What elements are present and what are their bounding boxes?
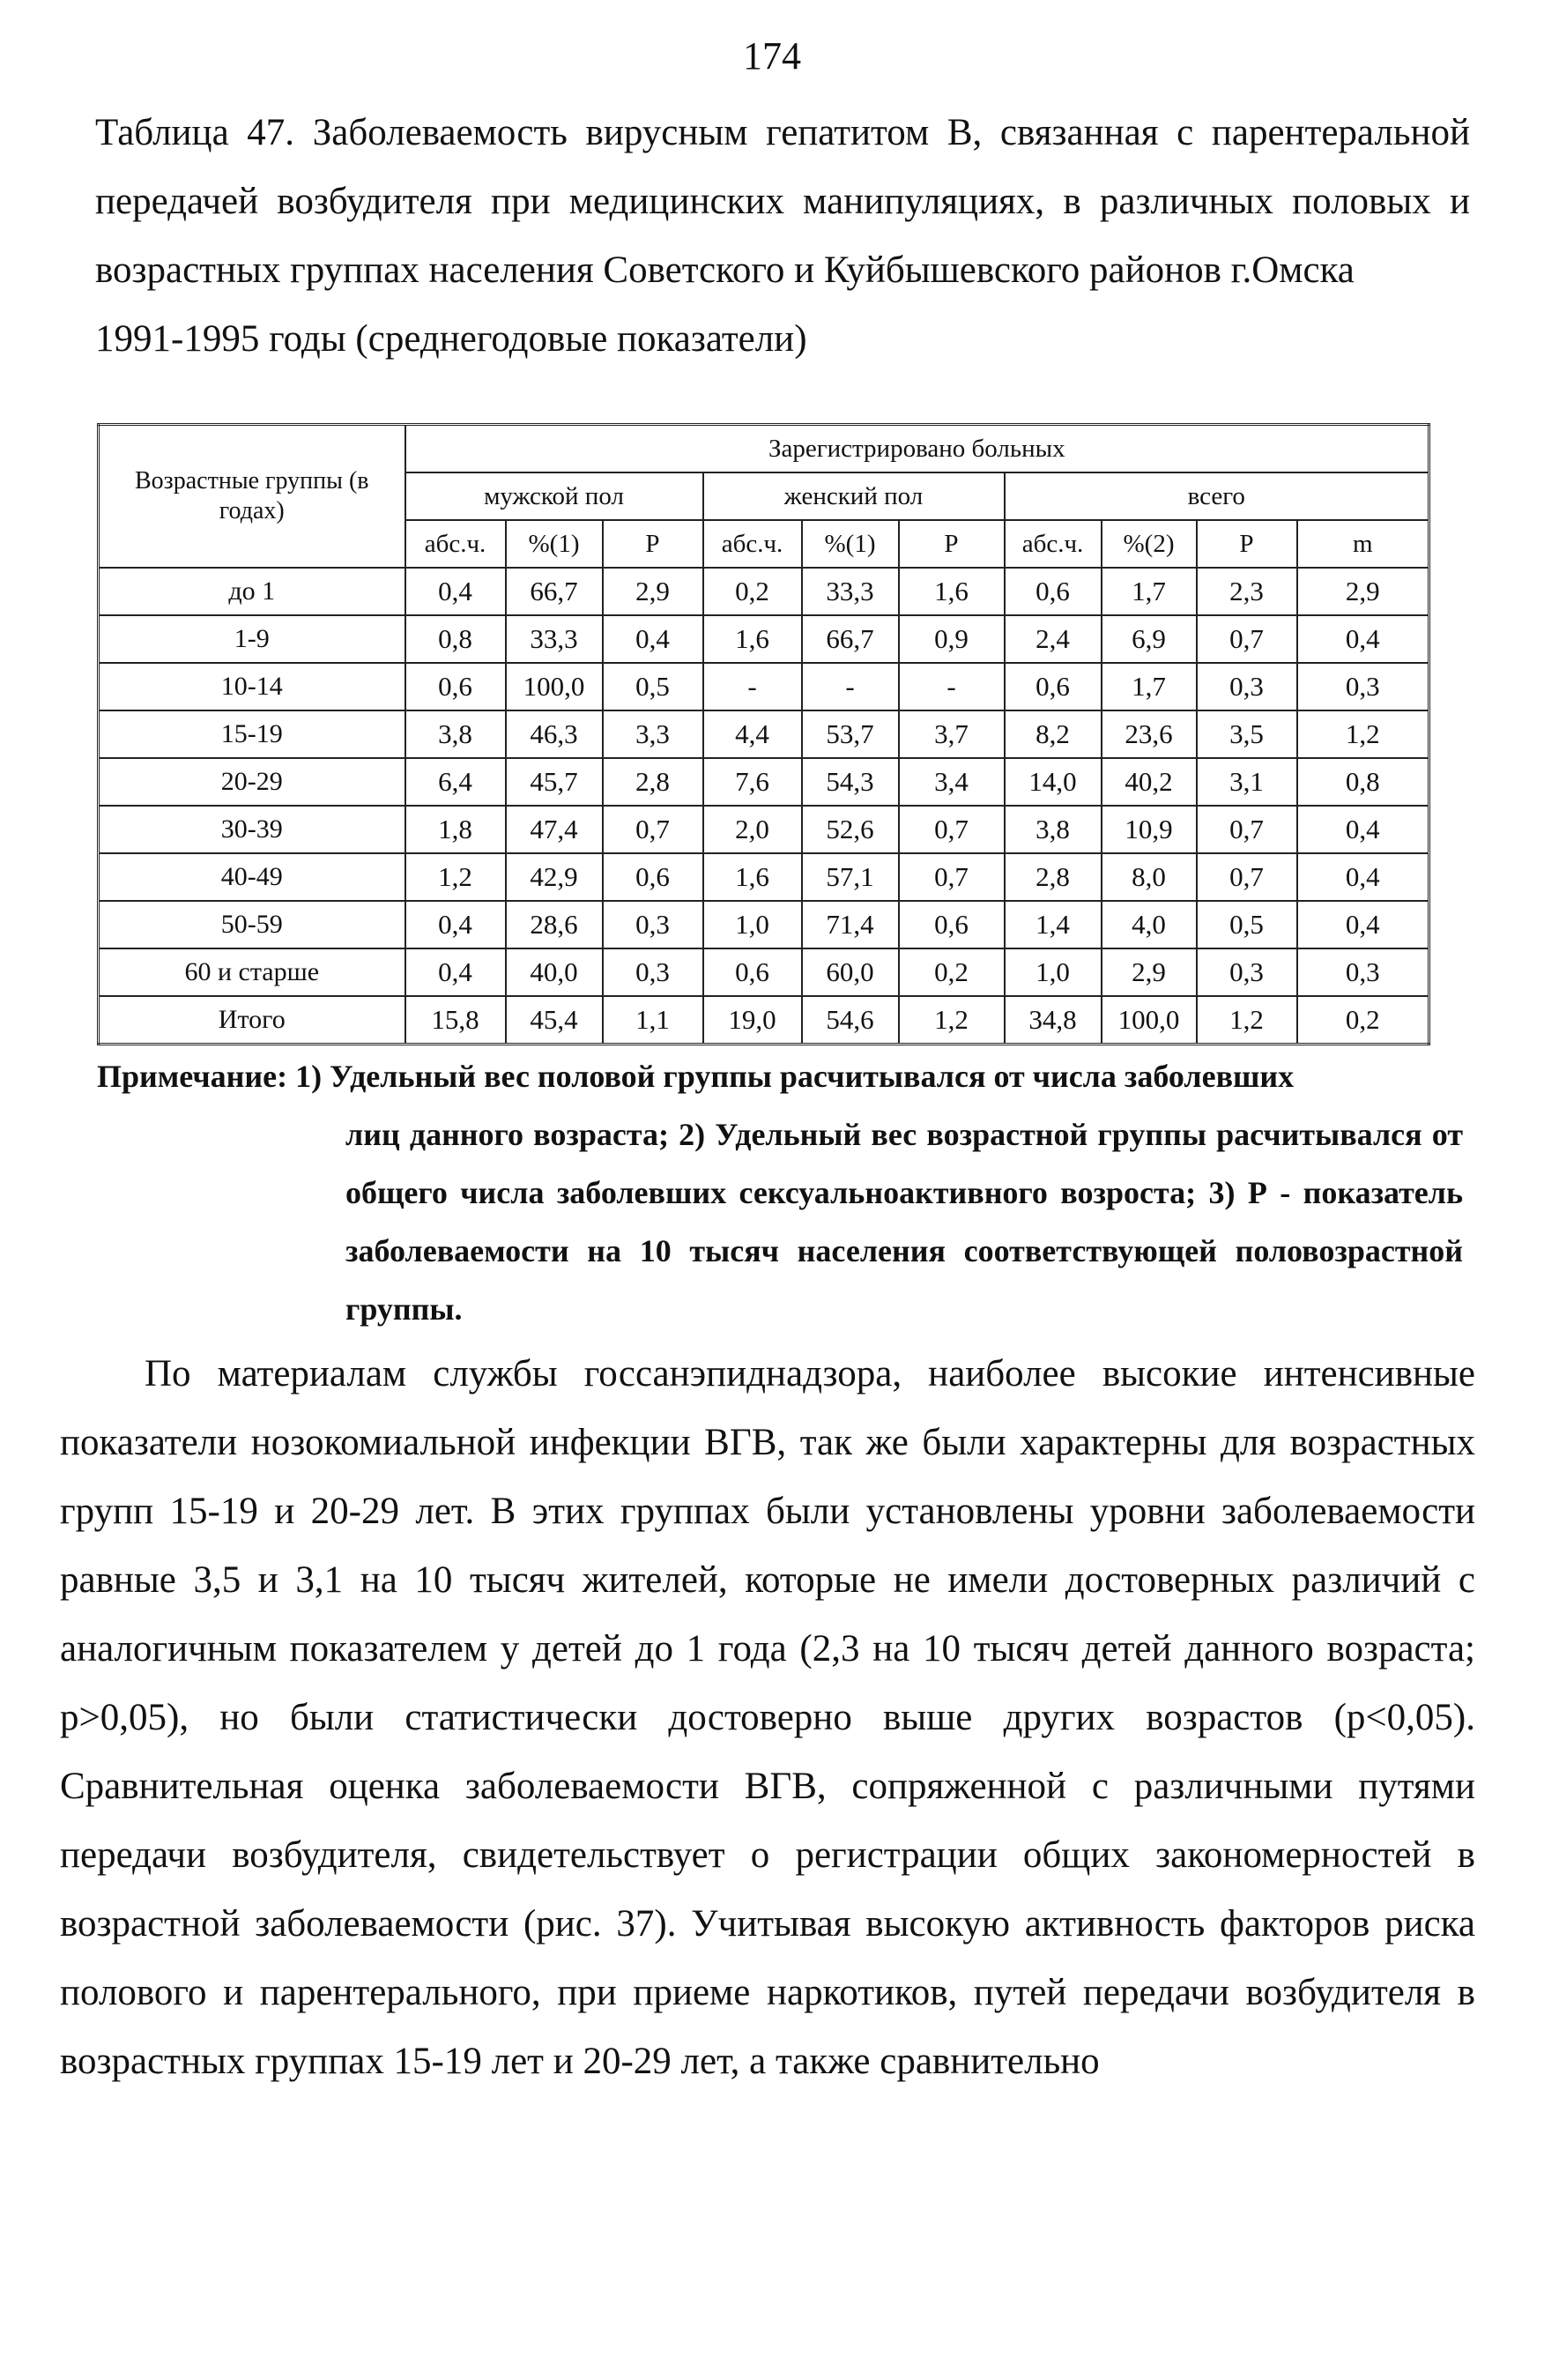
table-cell: 1,2: [899, 996, 1005, 1045]
table-cell: 3,4: [899, 758, 1005, 806]
table-cell: 0,3: [1297, 948, 1429, 996]
table-cell: 2,8: [603, 758, 703, 806]
table-row: [99, 806, 1429, 853]
table-cell: 3,5: [1197, 710, 1297, 758]
table-cell: 0,6: [1005, 568, 1102, 615]
sub-header-cell: P: [1197, 520, 1297, 568]
table-cell: 1,0: [1005, 948, 1102, 996]
table-cell: 40,0: [506, 948, 603, 996]
table-cell: 4,4: [703, 710, 802, 758]
table-cell: 0,8: [405, 615, 506, 663]
sub-header-cell: абс.ч.: [405, 520, 506, 568]
table-row: [99, 663, 1429, 710]
table-cell: 0,5: [1197, 901, 1297, 948]
table-cell: 0,7: [603, 806, 703, 853]
table-cell: 2,8: [1005, 853, 1102, 901]
table-cell: 7,6: [703, 758, 802, 806]
table-cell: 15,8: [405, 996, 506, 1045]
table-cell: 0,6: [405, 663, 506, 710]
table-cell: 33,3: [506, 615, 603, 663]
statistics-table-container: [97, 423, 1428, 1045]
age-group-cell: 20-29: [99, 758, 405, 806]
table-cell: 10,9: [1102, 806, 1197, 853]
sub-header-cell: m: [1297, 520, 1429, 568]
age-group-cell: Итого: [99, 996, 405, 1045]
table-caption: [95, 99, 1470, 374]
table-row: [99, 996, 1429, 1045]
table-cell: 0,2: [1297, 996, 1429, 1045]
table-cell: 0,7: [1197, 806, 1297, 853]
table-note: [97, 1047, 1463, 1338]
table-cell: 2,4: [1005, 615, 1102, 663]
table-cell: 0,6: [603, 853, 703, 901]
table-cell: 100,0: [1102, 996, 1197, 1045]
table-cell: 0,4: [1297, 615, 1429, 663]
table-cell: 2,9: [603, 568, 703, 615]
table-cell: 0,3: [1297, 663, 1429, 710]
table-cell: 0,7: [1197, 615, 1297, 663]
body-paragraph: По материалам службы госсанэпиднадзора, наиболее высокие интенсивные показатели нозокомиальной инфекции ВГВ, так же были характерны для возрастных групп 15-19 и 20-29 лет. В этих группах были установлены уровни заболеваемости равные 3,5 и 3,1 на 10 тысяч жителей, которые не имели достоверных различий с аналогичным показателем у детей до 1 года (2,3 на 10 тысяч детей данного возраста; p>0,05), но были статистически достоверно выше других возрастов (p<0,05). Сравнительная оценка заболеваемости ВГВ, сопряженной с различными путями передачи возбудителя, свидетельствует о регистрации общих закономерностей в возрастной заболеваемости (рис. 37). Учитывая высокую активность факторов риска полового и парентерального, при приеме наркотиков, путей передачи возбудителя в возрастных группах 15-19 лет и 20-29 лет, а также сравнительно: [60, 1353, 1475, 2082]
table-body: [99, 568, 1429, 1045]
table-cell: 54,6: [802, 996, 899, 1045]
table-row: [99, 615, 1429, 663]
table-cell: 71,4: [802, 901, 899, 948]
age-group-cell: 1-9: [99, 615, 405, 663]
sub-header-cell: P: [899, 520, 1005, 568]
table-row: [99, 568, 1429, 615]
table-cell: 8,0: [1102, 853, 1197, 901]
table-cell: 0,4: [405, 901, 506, 948]
table-cell: 0,6: [899, 901, 1005, 948]
table-caption-text: Таблица 47. Заболеваемость вирусным гепатитом В, связанная с парентеральной передачей возбудителя при медицинских манипуляциях, в различных половых и возрастных группах населения Советского и Куйбышевского районов г.Омска: [95, 112, 1470, 291]
table-cell: 0,7: [1197, 853, 1297, 901]
table-cell: 1,4: [1005, 901, 1102, 948]
table-cell: 40,2: [1102, 758, 1197, 806]
table-cell: 4,0: [1102, 901, 1197, 948]
table-cell: 0,4: [1297, 806, 1429, 853]
age-group-cell: 15-19: [99, 710, 405, 758]
table-cell: 46,3: [506, 710, 603, 758]
table-cell: 1,6: [899, 568, 1005, 615]
age-group-cell: 10-14: [99, 663, 405, 710]
table-cell: 0,8: [1297, 758, 1429, 806]
table-cell: 0,4: [603, 615, 703, 663]
table-cell: 0,7: [899, 806, 1005, 853]
female-header: женский пол: [703, 472, 1005, 520]
table-cell: 8,2: [1005, 710, 1102, 758]
table-cell: 0,5: [603, 663, 703, 710]
table-cell: 45,4: [506, 996, 603, 1045]
age-group-cell: 30-39: [99, 806, 405, 853]
table-cell: 3,8: [405, 710, 506, 758]
table-cell: 52,6: [802, 806, 899, 853]
table-cell: 2,0: [703, 806, 802, 853]
table-cell: 1,1: [603, 996, 703, 1045]
table-row: [99, 853, 1429, 901]
registered-header: Зарегистрировано больных: [405, 425, 1429, 473]
table-cell: 60,0: [802, 948, 899, 996]
sub-header-cell: %(2): [1102, 520, 1197, 568]
table-cell: 0,2: [899, 948, 1005, 996]
sub-header-cell: P: [603, 520, 703, 568]
table-cell: 2,3: [1197, 568, 1297, 615]
table-cell: 0,4: [405, 568, 506, 615]
age-group-cell: 40-49: [99, 853, 405, 901]
note-rest: лиц данного возраста; 2) Удельный вес возрастной группы расчитывался от общего числа заболевших сексуальноактивного возроста; 3) Р - показатель заболеваемости на 10 тысяч населения соответствующей половозрастной группы.: [345, 1117, 1463, 1327]
table-cell: 0,3: [603, 901, 703, 948]
table-cell: 23,6: [1102, 710, 1197, 758]
table-cell: 100,0: [506, 663, 603, 710]
table-cell: -: [899, 663, 1005, 710]
table-cell: 1,2: [1197, 996, 1297, 1045]
table-cell: 0,6: [703, 948, 802, 996]
table-cell: 0,3: [1197, 948, 1297, 996]
age-group-header: Возрастные группы (в годах): [99, 425, 405, 569]
note-first-line: Примечание: 1) Удельный вес половой группы расчитывался от числа заболевших: [97, 1059, 1295, 1094]
table-row: [99, 710, 1429, 758]
table-row: [99, 758, 1429, 806]
table-cell: 47,4: [506, 806, 603, 853]
table-cell: 1,7: [1102, 568, 1197, 615]
table-caption-last-line: 1991-1995 годы (среднегодовые показатели): [95, 318, 807, 360]
table-row: [99, 948, 1429, 996]
table-cell: 6,4: [405, 758, 506, 806]
table-cell: 28,6: [506, 901, 603, 948]
table-cell: 57,1: [802, 853, 899, 901]
age-group-cell: 50-59: [99, 901, 405, 948]
table-cell: 1,6: [703, 615, 802, 663]
table-cell: 6,9: [1102, 615, 1197, 663]
table-cell: 66,7: [802, 615, 899, 663]
table-cell: 1,2: [1297, 710, 1429, 758]
male-header: мужской пол: [405, 472, 703, 520]
table-cell: 3,7: [899, 710, 1005, 758]
table-cell: -: [802, 663, 899, 710]
table-cell: 3,1: [1197, 758, 1297, 806]
age-group-cell: до 1: [99, 568, 405, 615]
statistics-table: [97, 423, 1430, 1045]
table-cell: 1,2: [405, 853, 506, 901]
table-cell: 0,6: [1005, 663, 1102, 710]
table-cell: 54,3: [802, 758, 899, 806]
table-cell: 3,3: [603, 710, 703, 758]
table-cell: 1,0: [703, 901, 802, 948]
table-cell: 0,7: [899, 853, 1005, 901]
sub-header-cell: %(1): [506, 520, 603, 568]
table-cell: 0,4: [1297, 901, 1429, 948]
sub-header-cell: абс.ч.: [1005, 520, 1102, 568]
table-cell: 34,8: [1005, 996, 1102, 1045]
table-cell: 0,2: [703, 568, 802, 615]
table-cell: 1,8: [405, 806, 506, 853]
table-cell: 2,9: [1297, 568, 1429, 615]
table-cell: 1,6: [703, 853, 802, 901]
table-row: [99, 901, 1429, 948]
table-cell: 42,9: [506, 853, 603, 901]
table-cell: -: [703, 663, 802, 710]
age-group-cell: 60 и старше: [99, 948, 405, 996]
table-cell: 0,4: [1297, 853, 1429, 901]
table-cell: 0,3: [1197, 663, 1297, 710]
page-number: 174: [743, 34, 801, 78]
table-cell: 0,9: [899, 615, 1005, 663]
sub-header-cell: абс.ч.: [703, 520, 802, 568]
table-cell: 1,7: [1102, 663, 1197, 710]
table-cell: 53,7: [802, 710, 899, 758]
table-cell: 0,3: [603, 948, 703, 996]
table-cell: 33,3: [802, 568, 899, 615]
total-header: всего: [1005, 472, 1429, 520]
table-cell: 45,7: [506, 758, 603, 806]
table-cell: 66,7: [506, 568, 603, 615]
table-cell: 14,0: [1005, 758, 1102, 806]
table-cell: 19,0: [703, 996, 802, 1045]
table-cell: 0,4: [405, 948, 506, 996]
sub-header-cell: %(1): [802, 520, 899, 568]
table-cell: 2,9: [1102, 948, 1197, 996]
body-text: [60, 1340, 1475, 2096]
table-cell: 3,8: [1005, 806, 1102, 853]
